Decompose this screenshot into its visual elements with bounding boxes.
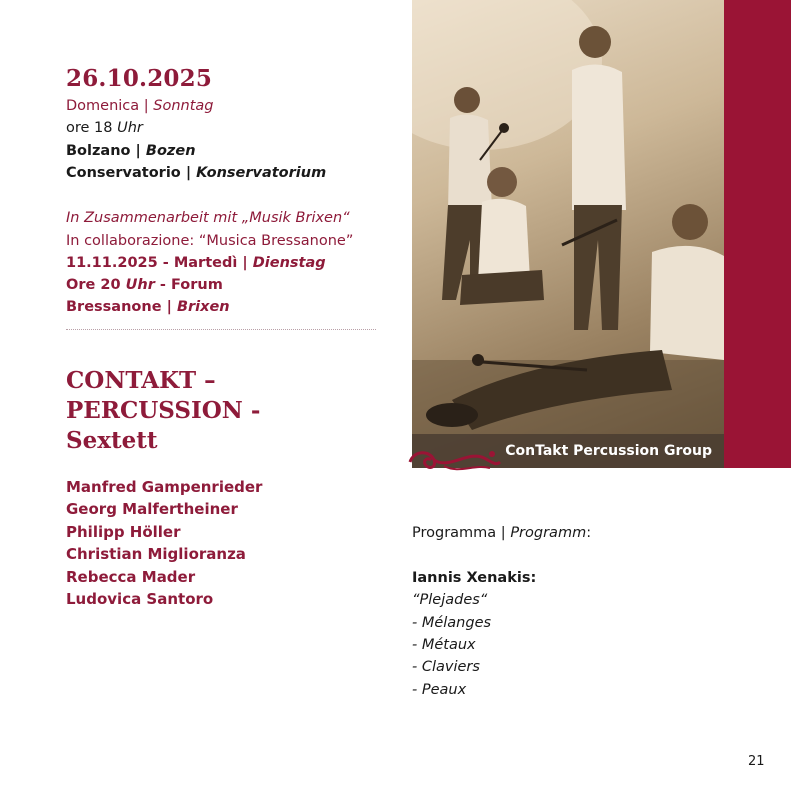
ensemble-title-line: PERCUSSION - [66,397,261,424]
ensemble-title [66,366,260,456]
collaboration-german: In Zusammenarbeit mit „Musik Brixen“ [66,210,350,226]
concert-date: 26.10.2025 [66,65,213,92]
concert-day: Domenica | Sonntag [66,98,214,114]
ensemble-title-line: CONTAKT – [66,367,216,394]
member-name: Philipp Höller [66,522,181,541]
city-italian: Bolzano [66,143,131,159]
program-work: “Plejades“ [412,592,488,609]
second-city-german: Brixen [176,299,230,315]
dotted-divider [66,329,376,330]
venue-german: Konservatorium [196,165,327,181]
group-photo [412,0,724,468]
program-movement: - Claviers [412,659,480,676]
page-number: 21 [748,754,765,769]
second-time-italian: Ore 20 [66,277,121,293]
concert-city: Bolzano | Bozen [66,143,196,159]
time-german: Uhr [117,120,143,136]
program-movement: - Mélanges [412,614,492,631]
member-name: Christian Miglioranza [66,545,246,564]
second-concert-time: Ore 20 Uhr - Forum [66,277,223,293]
concert-venue: Conservatorio | Konservatorium [66,165,327,181]
collaboration-italian: In collaborazione: “Musica Bressanone” [66,233,354,249]
photo-illustration [412,0,724,468]
program-label-german: Programm [510,525,587,541]
photo-caption: ConTakt Percussion Group [505,443,712,459]
city-german: Bozen [145,143,196,159]
second-venue: Forum [170,277,223,293]
concert-time [66,118,143,138]
scroll-ornament-icon [404,440,504,474]
time-italian: ore 18 [66,120,113,136]
program-movement: - Peaux [412,681,467,698]
second-city-italian: Bressanone [66,299,162,315]
second-concert-date: 11.11.2025 - Martedì | Dienstag [66,255,326,271]
member-list [66,476,262,610]
member-name: Rebecca Mader [66,567,196,586]
program-composer: Iannis Xenakis: [412,569,537,586]
program-section [412,522,591,701]
accent-bar [724,0,791,468]
member-name: Manfred Gampenrieder [66,478,263,496]
venue-italian: Conservatorio [66,165,181,181]
program-heading: Programma | Programm: [412,525,592,541]
second-time-german: Uhr [125,277,155,293]
program-label-italian: Programma [412,525,497,541]
member-name: Georg Malfertheiner [66,500,238,519]
second-day-german: Dienstag [252,255,326,271]
second-concert-city: Bressanone | Brixen [66,299,230,315]
day-german: Sonntag [153,98,214,114]
program-movement: - Métaux [412,637,476,654]
second-date-italian: 11.11.2025 - Martedì [66,255,238,271]
day-italian: Domenica [66,98,140,114]
ensemble-title-line: Sextett [66,427,158,454]
spacer [412,544,591,566]
member-name: Ludovica Santoro [66,590,214,609]
